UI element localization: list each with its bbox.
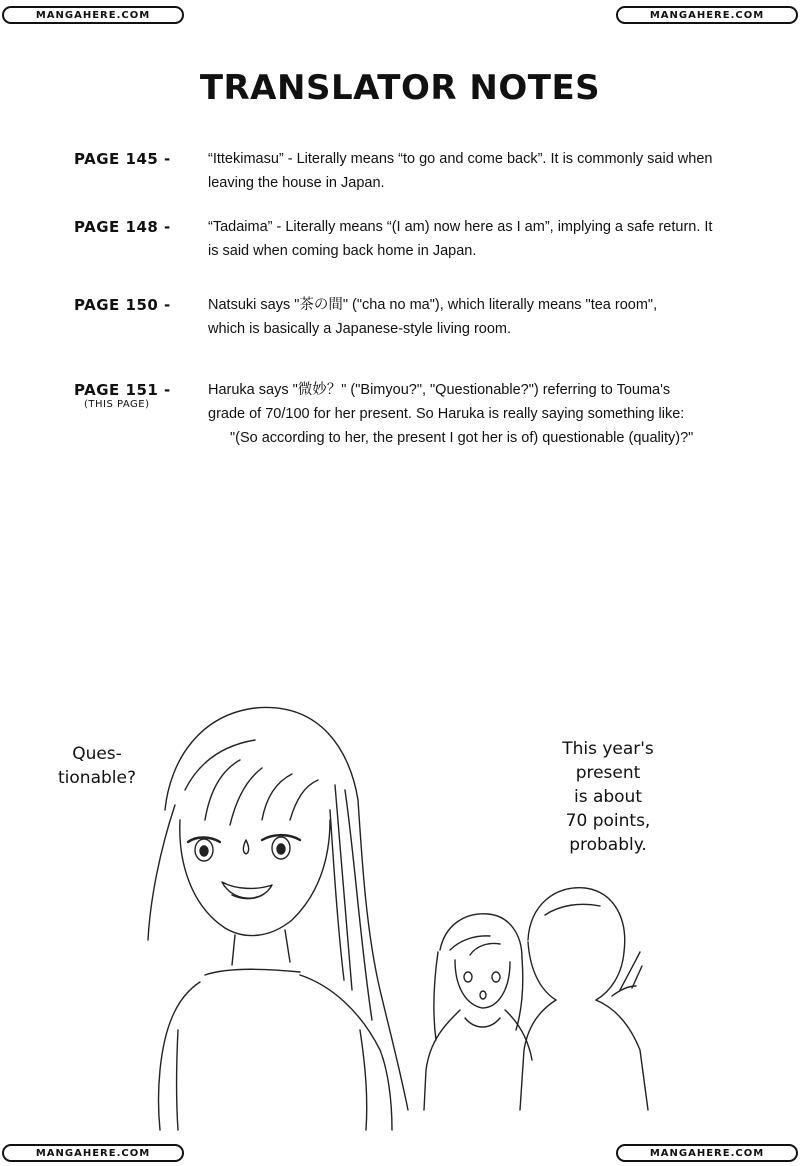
note-page-label: PAGE 145 - [74, 150, 171, 168]
note-line: "(So according to her, the present I got her is of) questionable (quality)?" [230, 430, 694, 446]
speech-line: present [575, 763, 641, 783]
speech-line: probably. [569, 835, 647, 855]
girl-figure [424, 914, 532, 1110]
note-line: Natsuki says "茶の間" ("cha no ma"), which literally means "tea room", [208, 297, 658, 313]
watermark-top-left: MANGAHERE.COM [2, 6, 184, 24]
speech-line: This year's [562, 739, 654, 759]
note-line: which is basically a Japanese-style living room. [208, 321, 512, 337]
note-text [208, 147, 753, 195]
note-text [208, 293, 753, 341]
watermark-bottom-right: MANGAHERE.COM [616, 1144, 798, 1162]
note-page-label: PAGE 148 - [74, 218, 171, 236]
note-page-sublabel: (THIS PAGE) [84, 399, 150, 410]
speech-line: tionable? [58, 768, 136, 788]
speech-bubble-seventy-points [548, 737, 668, 857]
note-page-label: PAGE 151 - [74, 381, 171, 399]
boy-figure [520, 888, 648, 1110]
note-text [208, 378, 753, 450]
note-line: is said when coming back home in Japan. [208, 243, 477, 259]
watermark-bottom-left: MANGAHERE.COM [2, 1144, 184, 1162]
note-text [208, 215, 753, 263]
haruka-figure [148, 707, 408, 1130]
speech-line: is about [573, 787, 643, 807]
note-line: leaving the house in Japan. [208, 175, 385, 191]
speech-line: 70 points, [565, 811, 651, 831]
speech-line: Ques- [72, 744, 122, 764]
note-line: Haruka says "微妙？" ("Bimyou?", "Questionable?") referring to Touma's [208, 382, 671, 398]
note-line: grade of 70/100 for her present. So Haruka is really saying something like: [208, 406, 685, 422]
watermark-top-right: MANGAHERE.COM [616, 6, 798, 24]
note-line: “Tadaima” - Literally means “(I am) now here as I am”, implying a safe return. It [208, 219, 713, 235]
note-page-label: PAGE 150 - [74, 296, 171, 314]
note-line: “Ittekimasu” - Literally means “to go and come back”. It is commonly said when [208, 151, 713, 167]
page-title: TRANSLATOR NOTES [199, 68, 601, 108]
speech-bubble-questionable [44, 742, 150, 790]
